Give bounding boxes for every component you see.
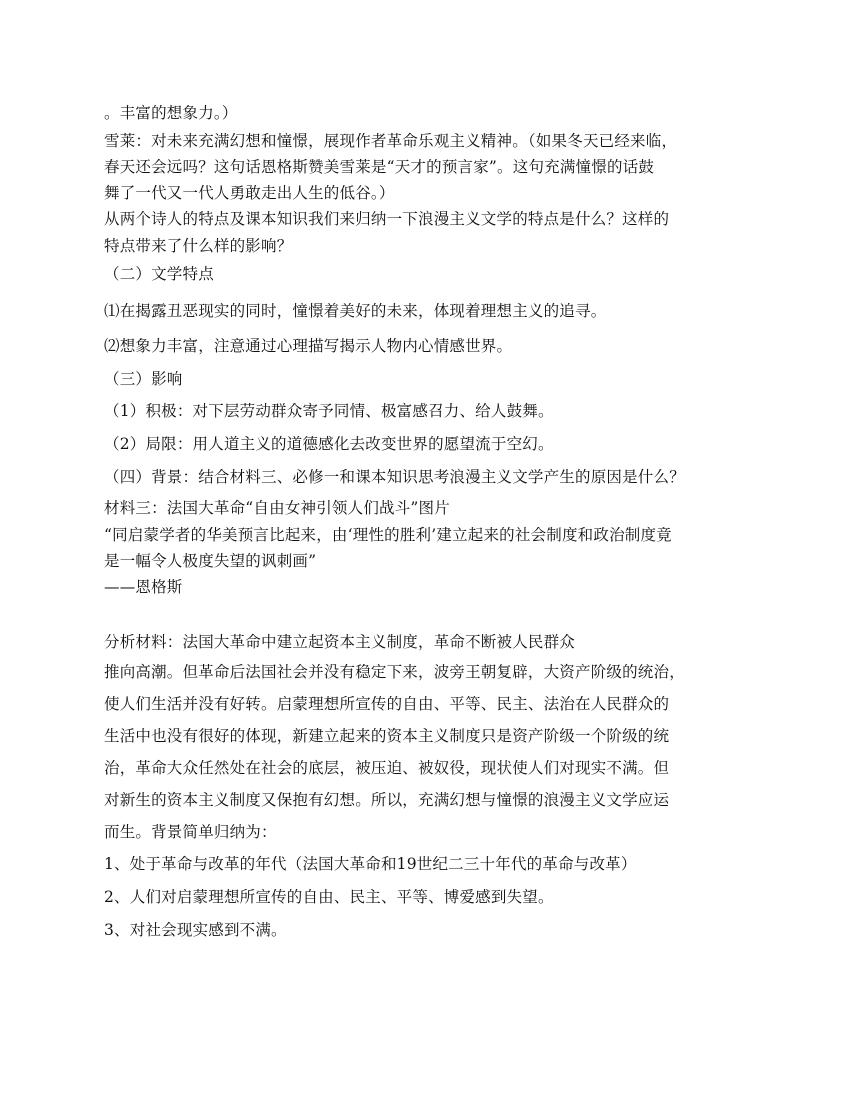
text-line: ⑵想象力丰富，注意通过心理描写揭示人物内心情感世界。 <box>104 337 513 355</box>
text-line: 从两个诗人的特点及课本知识我们来归纳一下浪漫主义文学的特点是什么？这样的 <box>104 210 670 228</box>
text-line: 对新生的资本主义制度又保抱有幻想。所以，充满幻想与憧憬的浪漫主义文学应运 <box>104 791 670 809</box>
text-line: 春天还会远吗？这句话恩格斯赞美雪莱是“天才的预言家”。这句充满憧憬的话鼓 <box>104 158 655 176</box>
text-line: 材料三：法国大革命“自由女神引领人们战斗”图片 <box>104 499 450 517</box>
text-line: 使人们生活并没有好转。启蒙理想所宣传的自由、平等、民主、法治在人民群众的 <box>104 695 670 713</box>
text-line: （1）积极：对下层劳动群众寄予同情、极富感召力、给人鼓舞。 <box>104 402 554 420</box>
section-heading: （三）影响 <box>104 370 183 388</box>
text-line: 推向高潮。但革命后法国社会并没有稳定下来，波旁王朝复辟，大资产阶级的统治， <box>104 663 685 681</box>
text-line: （2）局限：用人道主义的道德感化去改变世界的愿望流于空幻。 <box>104 435 554 453</box>
list-item: 3、对社会现实感到不满。 <box>104 921 287 939</box>
text-line: 雪莱：对未来充满幻想和憧憬，展现作者革命乐观主义精神。（如果冬天已经来临， <box>104 132 678 150</box>
text-line: 分析材料：法国大革命中建立起资本主义制度，革命不断被人民群众 <box>104 633 576 651</box>
list-item: 2、人们对启蒙理想所宣传的自由、民主、平等、博爱感到失望。 <box>104 888 554 906</box>
text-line: 。丰富的想象力。） <box>104 104 238 122</box>
text-line: ⑴在揭露丑恶现实的同时，憧憬着美好的未来，体现着理想主义的追寻。 <box>104 302 607 320</box>
quote-attribution: ——恩格斯 <box>104 578 183 596</box>
text-line: 舞了一代又一代人勇敢走出人生的低谷。） <box>104 184 395 202</box>
text-line: 生活中也没有很好的体现，新建立起来的资本主义制度只是资产阶级一个阶级的统 <box>104 727 670 745</box>
quote-line: 是一幅令人极度失望的讽刺画” <box>104 552 317 570</box>
list-item: 1、处于革命与改革的年代（法国大革命和19世纪二三十年代的革命与改革） <box>104 855 637 873</box>
text-line: 而生。背景简单归纳为： <box>104 823 277 841</box>
text-line: 治，革命大众任然处在社会的底层，被压迫、被奴役，现状使人们对现实不满。但 <box>104 759 670 777</box>
quote-line: “同启蒙学者的华美预言比起来，由‘理性的胜利’建立起来的社会制度和政治制度竟 <box>104 526 672 544</box>
section-heading: （四）背景：结合材料三、必修一和课本知识思考浪漫主义文学产生的原因是什么？ <box>104 468 685 486</box>
section-heading: （二）文学特点 <box>104 265 214 283</box>
text-line: 特点带来了什么样的影响？ <box>104 237 293 255</box>
